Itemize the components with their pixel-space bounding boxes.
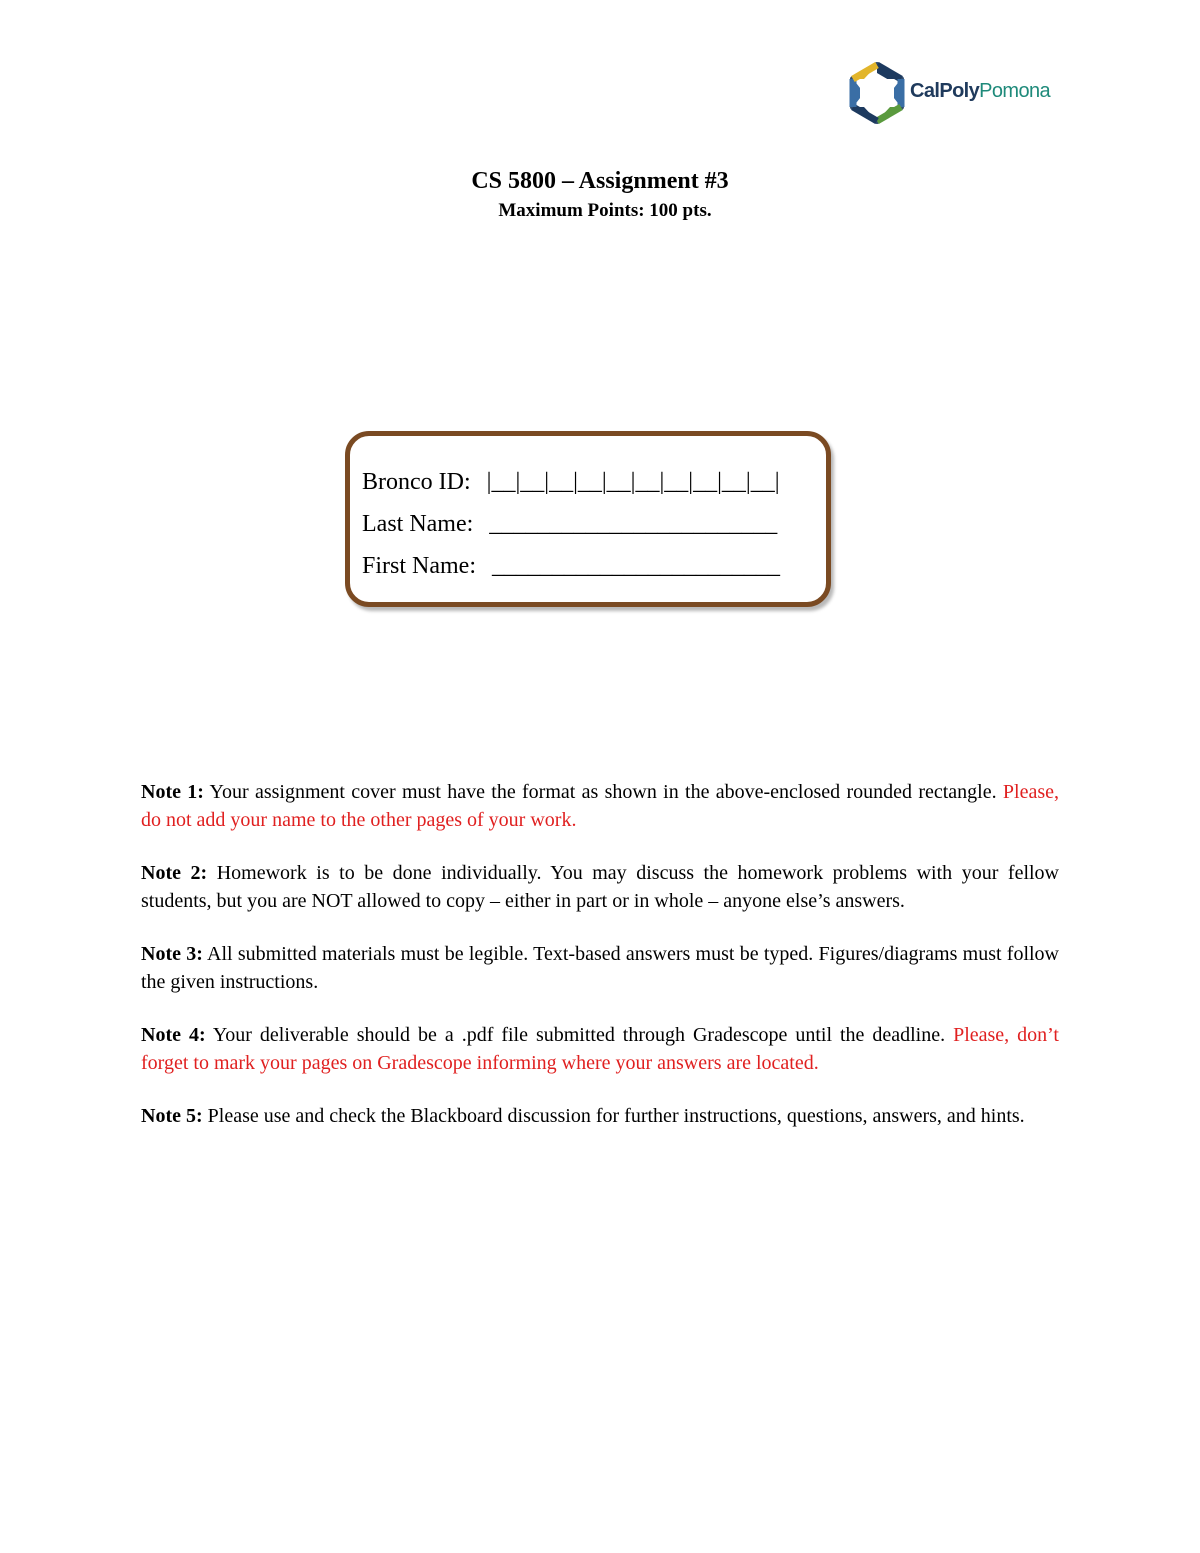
note-text: Homework is to be done individually. You may discuss the homework problems with your fellow students, but you are NOT allowed to copy – either in part or in whole – anyone else’s answers. [141,862,1059,912]
maximum-points: Maximum Points: 100 pts. [498,200,712,221]
first-name-field: ________________________ [492,553,780,579]
assignment-title: CS 5800 – Assignment #3 [471,168,729,194]
note-label: Note 4: [141,1024,206,1046]
last-name-field: ________________________ [489,511,778,537]
last-name-row [362,509,777,539]
calpolypomona-logo [846,62,1061,124]
student-id-box [345,431,831,607]
last-name-label: Last Name: [362,511,474,537]
notes-section [141,779,1059,1157]
bronco-id-row [362,467,780,497]
bronco-id-field: |__|__|__|__|__|__|__|__|__|__| [486,469,780,495]
first-name-row [362,551,780,581]
logo-wordmark-pomona: Pomona [979,80,1051,102]
note-warning-text: Please, do not add your name to the other pages of your work. [141,781,1060,831]
note-4 [141,1022,1059,1077]
logo-wordmark-calpoly: CalPoly [910,80,980,102]
note-3 [141,941,1059,996]
hexagon-logo-icon [846,62,908,124]
note-5 [141,1103,1059,1131]
first-name-label: First Name: [362,553,476,579]
bronco-id-label: Bronco ID: [362,469,471,495]
note-text: All submitted materials must be legible. Text-based answers must be typed. Figures/diagrams must follow the given instructions. [141,943,1060,993]
note-label: Note 2: [141,862,208,884]
note-label: Note 1: [141,781,204,803]
note-text: Please use and check the Blackboard discussion for further instructions, questions, answers, and hints. [202,1105,1025,1127]
note-2 [141,860,1059,915]
note-label: Note 3: [141,943,203,965]
note-1 [141,779,1059,834]
note-text: Your assignment cover must have the format as shown in the above-enclosed rounded rectangle. [203,781,1003,803]
note-text: Your deliverable should be a .pdf file submitted through Gradescope until the deadline. [205,1024,954,1046]
note-warning-text: Please, don’t forget to mark your pages on Gradescope informing where your answers are located. [141,1024,1059,1074]
logo-wordmark [910,79,1050,103]
note-label: Note 5: [141,1105,203,1127]
